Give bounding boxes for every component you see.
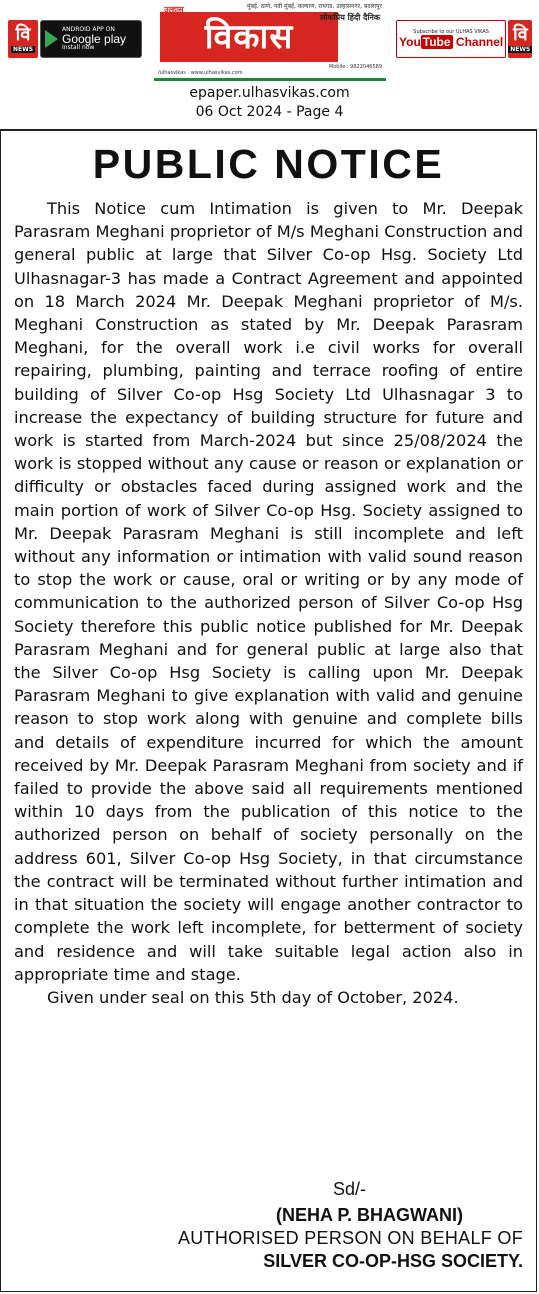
yt-channel: Channel — [455, 35, 504, 49]
signatory-name: (NEHA P. BHAGWANI) — [275, 1205, 463, 1225]
youtube-channel-badge[interactable] — [396, 20, 532, 58]
signature-sd: Sd/- — [333, 1179, 367, 1199]
logo-subtitle: लोकप्रिय हिंदी दैनिक — [319, 13, 380, 22]
store-sub-label: Install now — [62, 44, 95, 51]
ulhas-vikas-logo — [154, 0, 386, 81]
signatory-role: AUTHORISED PERSON ON BEHALF OF — [177, 1228, 523, 1248]
notice-dated-line: Given under seal on this 5th day of October, 2024. — [47, 987, 459, 1007]
google-play-button[interactable] — [40, 20, 142, 58]
store-small-label: ANDROID APP ON — [62, 26, 115, 33]
yt-small-label: Subscribe to our ULHAS VIKAS — [413, 29, 489, 35]
store-big-label: Google play — [62, 32, 127, 46]
notice-heading: PUBLIC NOTICE — [92, 141, 445, 187]
mini-logo-tag: NEWS — [510, 45, 531, 53]
logo-brand: विकास — [160, 12, 338, 62]
mini-logo-glyph: वि — [512, 23, 528, 45]
newspaper-masthead — [0, 0, 539, 80]
signatory-organisation: SILVER CO-OP-HSG SOCIETY. — [263, 1251, 523, 1271]
yt-big-label — [399, 35, 503, 49]
play-store-icon — [45, 30, 58, 48]
mini-logo-glyph: वि — [15, 23, 31, 45]
epaper-site[interactable]: epaper.ulhasvikas.com — [189, 85, 350, 101]
logo-topline: मुंबई, ठाणे, नवी मुंबई, कल्याण, रायगड, उल्हासनगर, बदलापूर — [246, 3, 382, 10]
mini-logo-tag: NEWS — [12, 45, 34, 53]
logo-website: www.ulhasvikas.com — [190, 70, 243, 76]
vikas-mini-logo-right — [508, 20, 532, 58]
logo-footer: /ulhasvikas · www.ulhasvikas.com — [158, 70, 243, 76]
youtube-icon: Tube — [422, 35, 451, 49]
vikas-mini-logo — [8, 20, 38, 58]
google-play-badge[interactable] — [8, 20, 142, 58]
notice-body — [14, 197, 523, 1009]
public-notice-box — [0, 129, 537, 1292]
yt-you: You — [399, 35, 421, 49]
notice-paragraph: This Notice cum Intimation is given to Mr. Deepak Parasram Meghani proprietor of M/s Meghani Construction and general public at large that Silver Co-op Hsg. Society Ltd Ulhasnagar-3 has made a Contract Agreement and appointed on 18 March 2024 Mr. Deepak Meghani proprietor of M/s. Meghani Construction as stated by Mr. Deepak Parasram Meghani, for the overall work i.e civil works for overall repairing, plumbing, painting and terrace roofing of entire building of Silver Co-op Hsg Society Ltd Ulhasnagar 3 to increase the expectancy of building structure for future and work is started from March-2024 but since 25/08/2024 the work is stopped without any cause or reason or explanation or difficulty or obstacles faced during assigned work and the main portion of work of Silver Co-op Hsg. Society assigned to Mr. Deepak Parasram Meghani is still incomplete and left without any information or intimation with valid sound reason to stop the work or cause, oral or writing or by any mode of communication to the authorized person of Silver Co-op Hsg Society therefore this public notice published for Mr. Deepak Parasram Meghani and for general public at large also that the Silver Co-op Hsg Society is calling upon Mr. Deepak Parasram Meghani to give explanation with valid and genuine reason to stop work along with genuine and complete bills and details of expenditure incurred for which the amount received by Mr. Deepak Parasram Meghani from society and if failed to provide the above said all requirements mentioned within 10 days from the publication of this notice to the authorized person on behalf of society personally on the address 601, Silver Co-op Hsg Society, in that circumstance the contract will be terminated without further intimation and in that situation the society will engage another contractor to complete the work left incomplete, for betterment of society and residence and will take suitable legal action also in appropriate time and stage. — [14, 199, 523, 984]
youtube-subscribe-button[interactable] — [396, 20, 506, 58]
epaper-date-page: 06 Oct 2024 - Page 4 — [195, 104, 344, 120]
epaper-caption — [0, 84, 539, 122]
logo-small-brand: उल्हास — [164, 5, 184, 14]
logo-mobile: Mobile : 9822046589 — [328, 64, 382, 70]
social-handle: /ulhasvikas — [158, 70, 186, 76]
